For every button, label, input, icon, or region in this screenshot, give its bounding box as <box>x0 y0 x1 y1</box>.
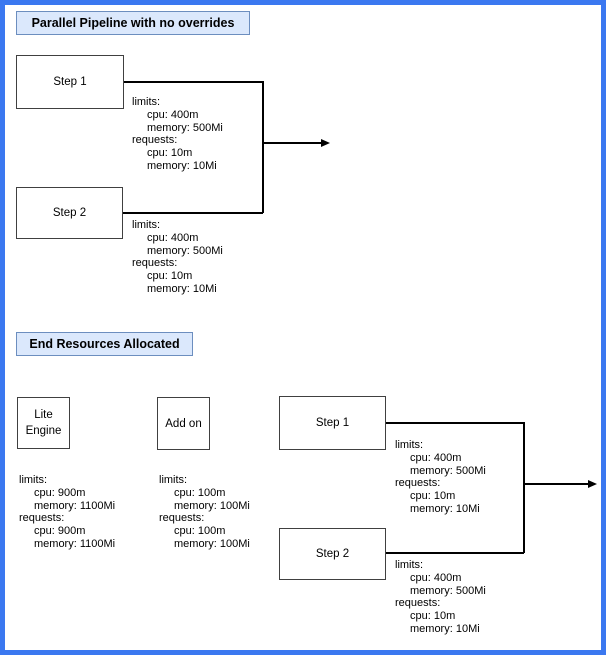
annotation-line: memory: 10Mi <box>410 622 480 635</box>
connector-line <box>523 422 525 553</box>
annotation-line: requests: <box>395 477 441 490</box>
annotation-line: limits: <box>159 474 188 486</box>
top-step1-node <box>16 55 124 109</box>
annotation-line: limits: <box>395 559 424 571</box>
node-label: Lite Engine <box>25 409 62 437</box>
annotation-line: memory: 100Mi <box>174 537 250 550</box>
annotation-line: requests: <box>159 512 205 525</box>
annotation-line: cpu: 10m <box>410 490 456 503</box>
annotation-line: cpu: 10m <box>147 147 193 160</box>
annotation-line: memory: 500Mi <box>410 584 486 597</box>
node-label: Step 2 <box>52 207 87 219</box>
node-label: Add on <box>165 417 202 430</box>
lite-engine-resources-annotation <box>19 474 115 551</box>
annotation-line: cpu: 100m <box>174 486 226 499</box>
annotation-line: memory: 10Mi <box>410 502 480 515</box>
annotation-line: limits: <box>395 439 424 451</box>
arrowhead-right-icon <box>321 139 330 147</box>
connector-line <box>523 483 589 485</box>
annotation-line: cpu: 400m <box>147 108 199 121</box>
connector-line <box>262 142 322 144</box>
bottom-step1-resources-annotation <box>395 439 486 516</box>
addon-node <box>157 397 210 450</box>
annotation-line: cpu: 400m <box>410 451 462 464</box>
annotation-line: cpu: 900m <box>34 525 86 538</box>
node-label: Step 2 <box>315 548 350 560</box>
top-step2-resources-annotation <box>132 219 223 296</box>
connector-line <box>262 81 264 213</box>
annotation-line: requests: <box>132 257 178 270</box>
connector-line <box>123 212 263 214</box>
annotation-line: cpu: 100m <box>174 525 226 538</box>
connector-line <box>124 81 263 83</box>
annotation-line: memory: 1100Mi <box>34 537 116 550</box>
addon-resources-annotation <box>159 474 250 551</box>
connector-line <box>386 422 524 424</box>
annotation-line: requests: <box>19 512 65 525</box>
annotation-line: cpu: 10m <box>147 270 193 283</box>
lite-engine-node <box>17 397 70 449</box>
annotation-line: cpu: 10m <box>410 610 456 623</box>
annotation-line: memory: 1100Mi <box>34 499 116 512</box>
annotation-line: memory: 500Mi <box>147 244 223 257</box>
annotation-line: memory: 500Mi <box>410 464 486 477</box>
annotation-line: limits: <box>132 96 161 108</box>
annotation-line: memory: 10Mi <box>147 159 217 172</box>
annotation-line: memory: 100Mi <box>174 499 250 512</box>
section-title: Parallel Pipeline with no overrides <box>31 16 235 30</box>
arrowhead-right-icon <box>588 480 597 488</box>
annotation-line: cpu: 900m <box>34 486 86 499</box>
annotation-line: requests: <box>395 597 441 610</box>
node-label: Step 1 <box>315 417 350 429</box>
annotation-line: cpu: 400m <box>410 571 462 584</box>
node-label: Step 1 <box>53 76 87 88</box>
bottom-step1-node <box>279 396 386 450</box>
bottom-step2-resources-annotation <box>395 559 486 636</box>
section-header-end-resources <box>16 332 193 356</box>
annotation-line: limits: <box>19 474 48 486</box>
annotation-line: cpu: 400m <box>147 231 199 244</box>
connector-line <box>386 552 524 554</box>
bottom-step2-node <box>279 528 386 580</box>
annotation-line: memory: 10Mi <box>147 282 217 295</box>
annotation-line: memory: 500Mi <box>147 121 223 134</box>
section-title: End Resources Allocated <box>29 337 180 351</box>
top-step2-node <box>16 187 123 239</box>
annotation-line: limits: <box>132 219 161 231</box>
top-step1-resources-annotation <box>132 96 223 173</box>
section-header-parallel-pipeline <box>16 11 250 35</box>
annotation-line: requests: <box>132 134 178 147</box>
